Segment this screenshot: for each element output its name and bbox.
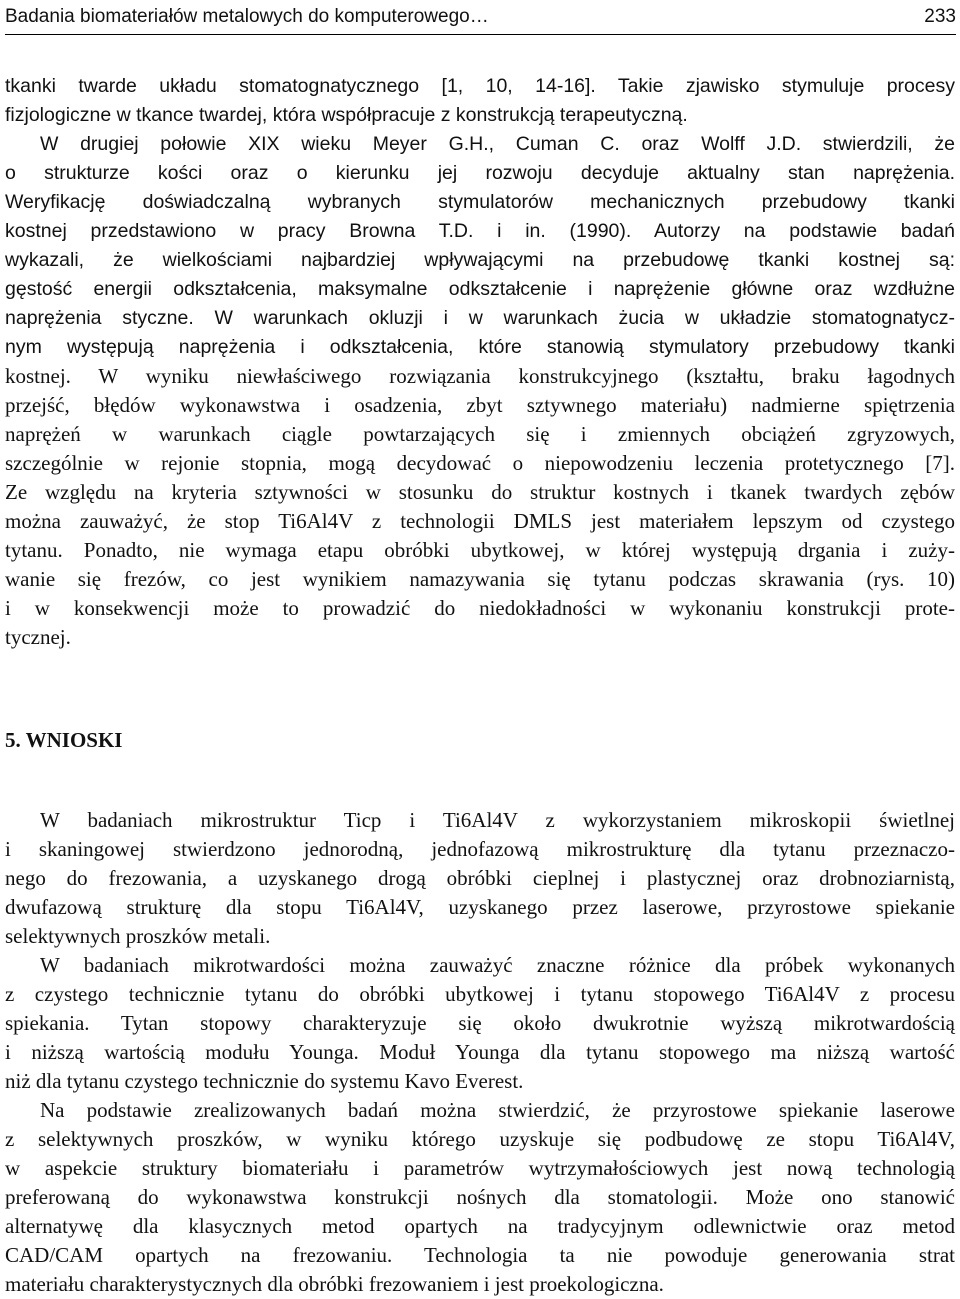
text-line: materiału charakterystycznych dla obróbki frezowaniem i jest proekologiczna. — [5, 1272, 664, 1296]
text-line: nego do frezowania, a uzyskanego drogą obróbki cieplnej i plastycznej oraz drobnoziarnistą, — [5, 866, 955, 890]
section-heading: 5. WNIOSKI — [5, 728, 123, 752]
text-line: nym występują naprężenia i odkształcenia, które stanowią stymulatory przebudowy tkanki — [5, 336, 955, 358]
text-line: spiekania. Tytan stopowy charakteryzuje się około dwukrotnie wyższą mikrotwardością — [5, 1011, 955, 1035]
text-line: fizjologiczne w tkance twardej, która współpracuje z konstrukcją terapeutyczną. — [5, 104, 688, 126]
text-line: przejść, błędów wykonawstwa i osadzenia, zbyt sztywnego materiału) nadmierne spiętrzenia — [5, 393, 955, 417]
text-line: naprężeń w warunkach ciągle powtarzających się i zmiennych obciążeń zgryzowych, — [5, 422, 955, 446]
paragraph-block-2 — [5, 362, 955, 652]
text-line: szczególnie w rejonie stopnia, mogą decydować o niepowodzeniu leczenia protetycznego [7]. — [5, 451, 955, 475]
text-line: w aspekcie struktury biomateriału i parametrów wytrzymałościowych jest nową technologią — [5, 1156, 955, 1180]
text-line: z czystego technicznie tytanu do obróbki ubytkowej i tytanu stopowego Ti6Al4V z procesu — [5, 982, 955, 1006]
conclusions-paragraph-3 — [5, 1096, 955, 1299]
text-line: dwufazową strukturę dla stopu Ti6Al4V, uzyskanego przez laserowe, przyrostowe spiekanie — [5, 895, 955, 919]
conclusions-paragraph-2 — [5, 951, 955, 1096]
running-header — [5, 0, 956, 35]
text-line: Ze względu na kryteria sztywności w stosunku do struktur kostnych i tkanek twardych zębów — [5, 480, 955, 504]
text-line: W badaniach mikrostruktur Ticp i Ti6Al4V z wykorzystaniem mikroskopii świetlnej — [40, 808, 955, 832]
text-line: Weryfikację doświadczalną wybranych stymulatorów mechanicznych przebudowy tkanki — [5, 191, 955, 213]
text-line: CAD/CAM opartych na frezowaniu. Technologia ta nie powoduje generowania strat — [5, 1243, 955, 1267]
text-line: niż dla tytanu czystego technicznie do systemu Kavo Everest. — [5, 1069, 524, 1093]
text-line: o strukturze kości oraz o kierunku jej rozwoju decyduje aktualny stan naprężenia. — [5, 162, 955, 184]
text-line: kostnej przedstawiono w pracy Browna T.D. i in. (1990). Autorzy na podstawie badań — [5, 220, 955, 242]
text-line: można zauważyć, że stop Ti6Al4V z technologii DMLS jest materiałem lepszym od czystego — [5, 509, 955, 533]
paragraph-block-1 — [5, 72, 955, 362]
text-line: W drugiej połowie XIX wieku Meyer G.H., Cuman C. oraz Wolff J.D. stwierdzili, że — [40, 133, 955, 155]
text-line: i skaningowej stwierdzono jednorodną, jednofazową mikrostrukturę dla tytanu przeznaczo- — [5, 837, 955, 861]
text-line: naprężenia styczne. W warunkach okluzji i w warunkach żucia w układzie stomatognatycz- — [5, 307, 955, 329]
text-line: i w konsekwencji może to prowadzić do niedokładności w wykonaniu konstrukcji prote- — [5, 596, 955, 620]
text-line: selektywnych proszków metali. — [5, 924, 271, 948]
text-line: tycznej. — [5, 625, 71, 649]
text-line: i niższą wartością modułu Younga. Moduł Younga dla tytanu stopowego ma niższą wartość — [5, 1040, 955, 1064]
text-line: z selektywnych proszków, w wyniku którego uzyskuje się podbudowę ze stopu Ti6Al4V, — [5, 1127, 955, 1151]
running-header-title: Badania biomateriałów metalowych do komputerowego… — [5, 6, 489, 27]
text-line: wykazali, że wielkościami najbardziej wpływającymi na przebudowę tkanki kostnej są: — [5, 249, 955, 271]
page-number: 233 — [924, 6, 956, 27]
text-line: kostnej. W wyniku niewłaściwego rozwiązania konstrukcyjnego (kształtu, braku łagodnych — [5, 364, 955, 388]
text-line: tkanki twarde układu stomatognatycznego [1, 10, 14-16]. Takie zjawisko stymuluje procesy — [5, 75, 955, 97]
text-line: gęstość energii odkształcenia, maksymalne odkształcenie i naprężenie główne oraz wzdłużne — [5, 278, 955, 300]
text-line: tytanu. Ponadto, nie wymaga etapu obróbki ubytkowej, w której występują drgania i zuży- — [5, 538, 955, 562]
text-line: Na podstawie zrealizowanych badań można stwierdzić, że przyrostowe spiekanie laserowe — [40, 1098, 955, 1122]
text-line: wanie się frezów, co jest wynikiem namazywania się tytanu podczas skrawania (rys. 10) — [5, 567, 955, 591]
text-line: preferowaną do wykonawstwa konstrukcji nośnych dla stomatologii. Może ono stanowić — [5, 1185, 955, 1209]
conclusions-paragraph-1 — [5, 806, 955, 951]
text-line: W badaniach mikrotwardości można zauważyć znaczne różnice dla próbek wykonanych — [40, 953, 955, 977]
text-line: alternatywę dla klasycznych metod opartych na tradycyjnym odlewnictwie oraz metod — [5, 1214, 955, 1238]
